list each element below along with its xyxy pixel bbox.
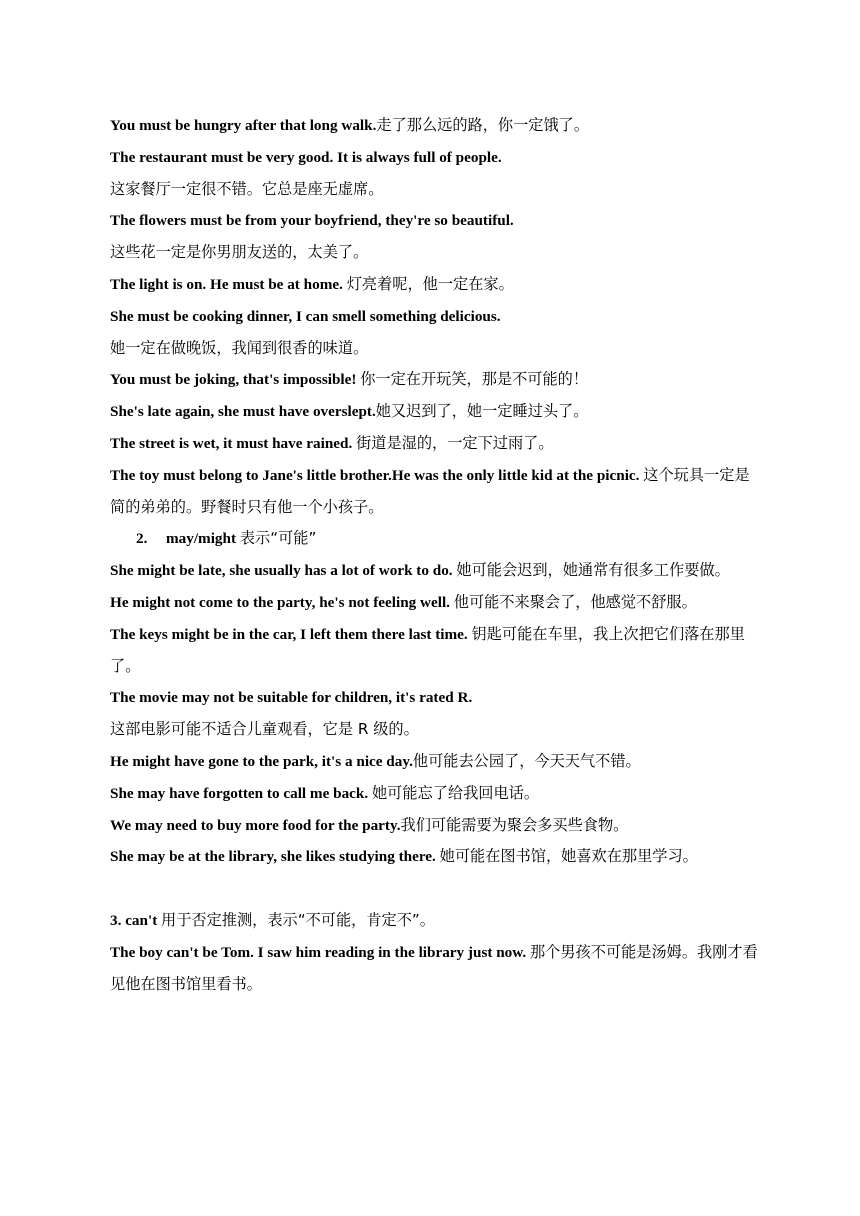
english-sentence: The toy must belong to Jane's little brother.He was the only little kid at the picnic. xyxy=(110,466,644,484)
example-translation-line xyxy=(110,237,758,269)
english-sentence: The movie may not be suitable for children, it's rated R. xyxy=(110,689,473,707)
english-sentence: She might be late, she usually has a lot of work to do. xyxy=(110,562,457,580)
example-sentence xyxy=(110,364,758,396)
example-sentence xyxy=(110,460,758,524)
english-sentence: She must be cooking dinner, I can smell something delicious. xyxy=(110,307,501,325)
chinese-translation: 那个男孩不可能是汤姆。我刚才看见他在图书馆里看书。 xyxy=(110,942,758,993)
english-sentence: You must be joking, that's impossible! xyxy=(110,371,361,389)
section-3-heading xyxy=(110,905,758,937)
chinese-translation: 街道是湿的，一定下过雨了。 xyxy=(356,433,554,452)
section-3-title-zh: 用于否定推测，表示“不可能，肯定不”。 xyxy=(161,910,435,929)
cant-examples-section xyxy=(110,937,758,1001)
english-sentence: She's late again, she must have overslept. xyxy=(110,403,376,421)
chinese-translation: 这个玩具一定是简的弟弟的。野餐时只有他一个小孩子。 xyxy=(110,465,750,516)
section-2-title: may/might xyxy=(166,530,240,548)
chinese-translation: 她可能会迟到，她通常有很多工作要做。 xyxy=(456,561,730,580)
example-sentence xyxy=(110,937,758,1001)
english-sentence: The keys might be in the car, I left them there last time. xyxy=(110,625,472,643)
chinese-translation: 他可能去公园了，今天天气不错。 xyxy=(412,751,641,770)
example-translation-line xyxy=(110,333,758,365)
english-sentence: She may be at the library, she likes studying there. xyxy=(110,848,440,866)
example-sentence xyxy=(110,841,758,873)
chinese-translation: 这部电影可能不适合儿童观看，它是 R 级的。 xyxy=(110,720,419,739)
english-sentence: She may have forgotten to call me back. xyxy=(110,784,372,802)
example-sentence xyxy=(110,301,758,333)
example-sentence xyxy=(110,778,758,810)
chinese-translation: 走了那么远的路，你一定饿了。 xyxy=(376,116,589,134)
chinese-translation: 这些花一定是你男朋友送的，太美了。 xyxy=(110,243,369,262)
english-sentence: The boy can't be Tom. I saw him reading in the library just now. xyxy=(110,943,530,961)
chinese-translation: 她可能忘了给我回电话。 xyxy=(371,783,540,802)
english-sentence: The light is on. He must be at home. xyxy=(110,275,347,293)
example-sentence xyxy=(110,555,758,587)
chinese-translation: 他可能不来聚会了，他感觉不舒服。 xyxy=(453,592,697,611)
example-sentence xyxy=(110,428,758,460)
english-sentence: The street is wet, it must have rained. xyxy=(110,434,357,452)
chinese-translation: 钥匙可能在车里，我上次把它们落在那里了。 xyxy=(110,624,745,675)
chinese-translation: 我们可能需要为聚会多买些食物。 xyxy=(400,815,629,834)
chinese-translation: 这家餐厅一定很不错。它总是座无虚席。 xyxy=(110,179,384,198)
section-2-heading xyxy=(110,523,758,555)
must-examples-section xyxy=(110,110,758,523)
example-sentence xyxy=(110,110,758,142)
document-page xyxy=(110,110,758,1000)
example-translation-line xyxy=(110,714,758,746)
example-translation-line xyxy=(110,174,758,206)
example-sentence xyxy=(110,269,758,301)
section-2-title-zh: 表示“可能” xyxy=(239,529,317,548)
chinese-translation: 她又迟到了，她一定睡过头了。 xyxy=(375,402,589,421)
chinese-translation: 她一定在做晚饭，我闻到很香的味道。 xyxy=(110,338,369,357)
english-sentence: The restaurant must be very good. It is always full of people. xyxy=(110,148,502,166)
english-sentence: He might have gone to the park, it's a nice day. xyxy=(110,752,413,770)
example-sentence xyxy=(110,142,758,174)
section-2-number: 2. xyxy=(136,530,148,548)
example-sentence xyxy=(110,682,758,714)
example-sentence xyxy=(110,746,758,778)
may-examples-section xyxy=(110,555,758,873)
section-3-title: 3. can't xyxy=(110,911,162,929)
example-sentence xyxy=(110,396,758,428)
chinese-translation: 灯亮着呢，他一定在家。 xyxy=(346,274,514,293)
english-sentence: He might not come to the party, he's not feeling well. xyxy=(110,593,454,611)
chinese-translation: 你一定在开玩笑，那是不可能的！ xyxy=(360,370,589,389)
example-sentence xyxy=(110,619,758,683)
example-sentence xyxy=(110,810,758,842)
example-sentence xyxy=(110,587,758,619)
example-sentence xyxy=(110,205,758,237)
english-sentence: We may need to buy more food for the party. xyxy=(110,816,401,834)
english-sentence: You must be hungry after that long walk. xyxy=(110,117,377,134)
english-sentence: The flowers must be from your boyfriend, they're so beautiful. xyxy=(110,212,514,230)
chinese-translation: 她可能在图书馆，她喜欢在那里学习。 xyxy=(439,847,698,866)
blank-line xyxy=(110,873,758,905)
